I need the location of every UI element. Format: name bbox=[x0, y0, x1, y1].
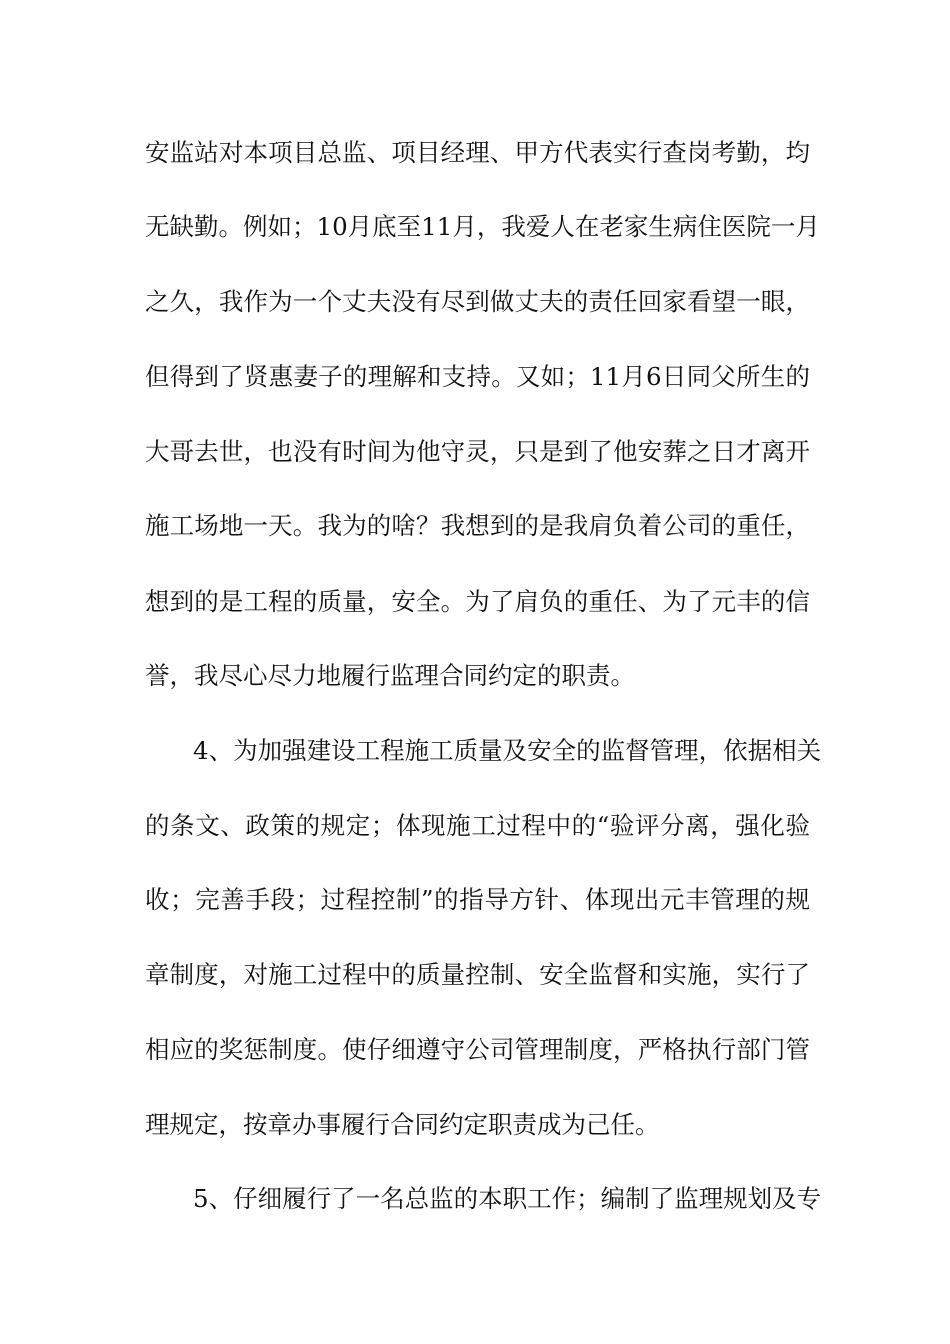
text-line: 想到的是工程的质量，安全。为了肩负的重任、为了元丰的信 bbox=[145, 587, 810, 616]
text-line: 章制度，对施工过程中的质量控制、安全监督和实施，实行了 bbox=[145, 960, 810, 989]
text-line: 相应的奖惩制度。使仔细遵守公司管理制度，严格执行部门管 bbox=[145, 1035, 810, 1064]
paragraph-first-line: 5、仔细履行了一名总监的本职工作；编制了监理规划及专 bbox=[193, 1184, 822, 1213]
text-line: 大哥去世，也没有时间为他守灵，只是到了他安葬之日才离开 bbox=[145, 437, 810, 466]
text-line: 施工场地一天。我为的啥？我想到的是我肩负着公司的重任， bbox=[145, 511, 810, 540]
paragraph-end-line: 理规定，按章办事履行合同约定职责成为己任。 bbox=[145, 1110, 660, 1139]
text-line: 但得到了贤惠妻子的理解和支持。又如；11月6日同父所生的 bbox=[145, 362, 810, 391]
text-line: 安监站对本项目总监、项目经理、甲方代表实行查岗考勤，均 bbox=[145, 138, 810, 167]
paragraph-end-line: 誉，我尽心尽力地履行监理合同约定的职责。 bbox=[145, 661, 635, 690]
text-line: 无缺勤。例如；10月底至11月，我爱人在老家生病住医院一月 bbox=[145, 212, 820, 241]
paragraph-first-line: 4、为加强建设工程施工质量及安全的监督管理，依据相关 bbox=[193, 736, 822, 765]
text-line: 的条文、政策的规定；体现施工过程中的“验评分离，强化验 bbox=[145, 811, 810, 840]
text-line: 之久，我作为一个丈夫没有尽到做丈夫的责任回家看望一眼， bbox=[145, 287, 810, 316]
text-line: 收；完善手段；过程控制”的指导方针、体现出元丰管理的规 bbox=[145, 885, 810, 914]
